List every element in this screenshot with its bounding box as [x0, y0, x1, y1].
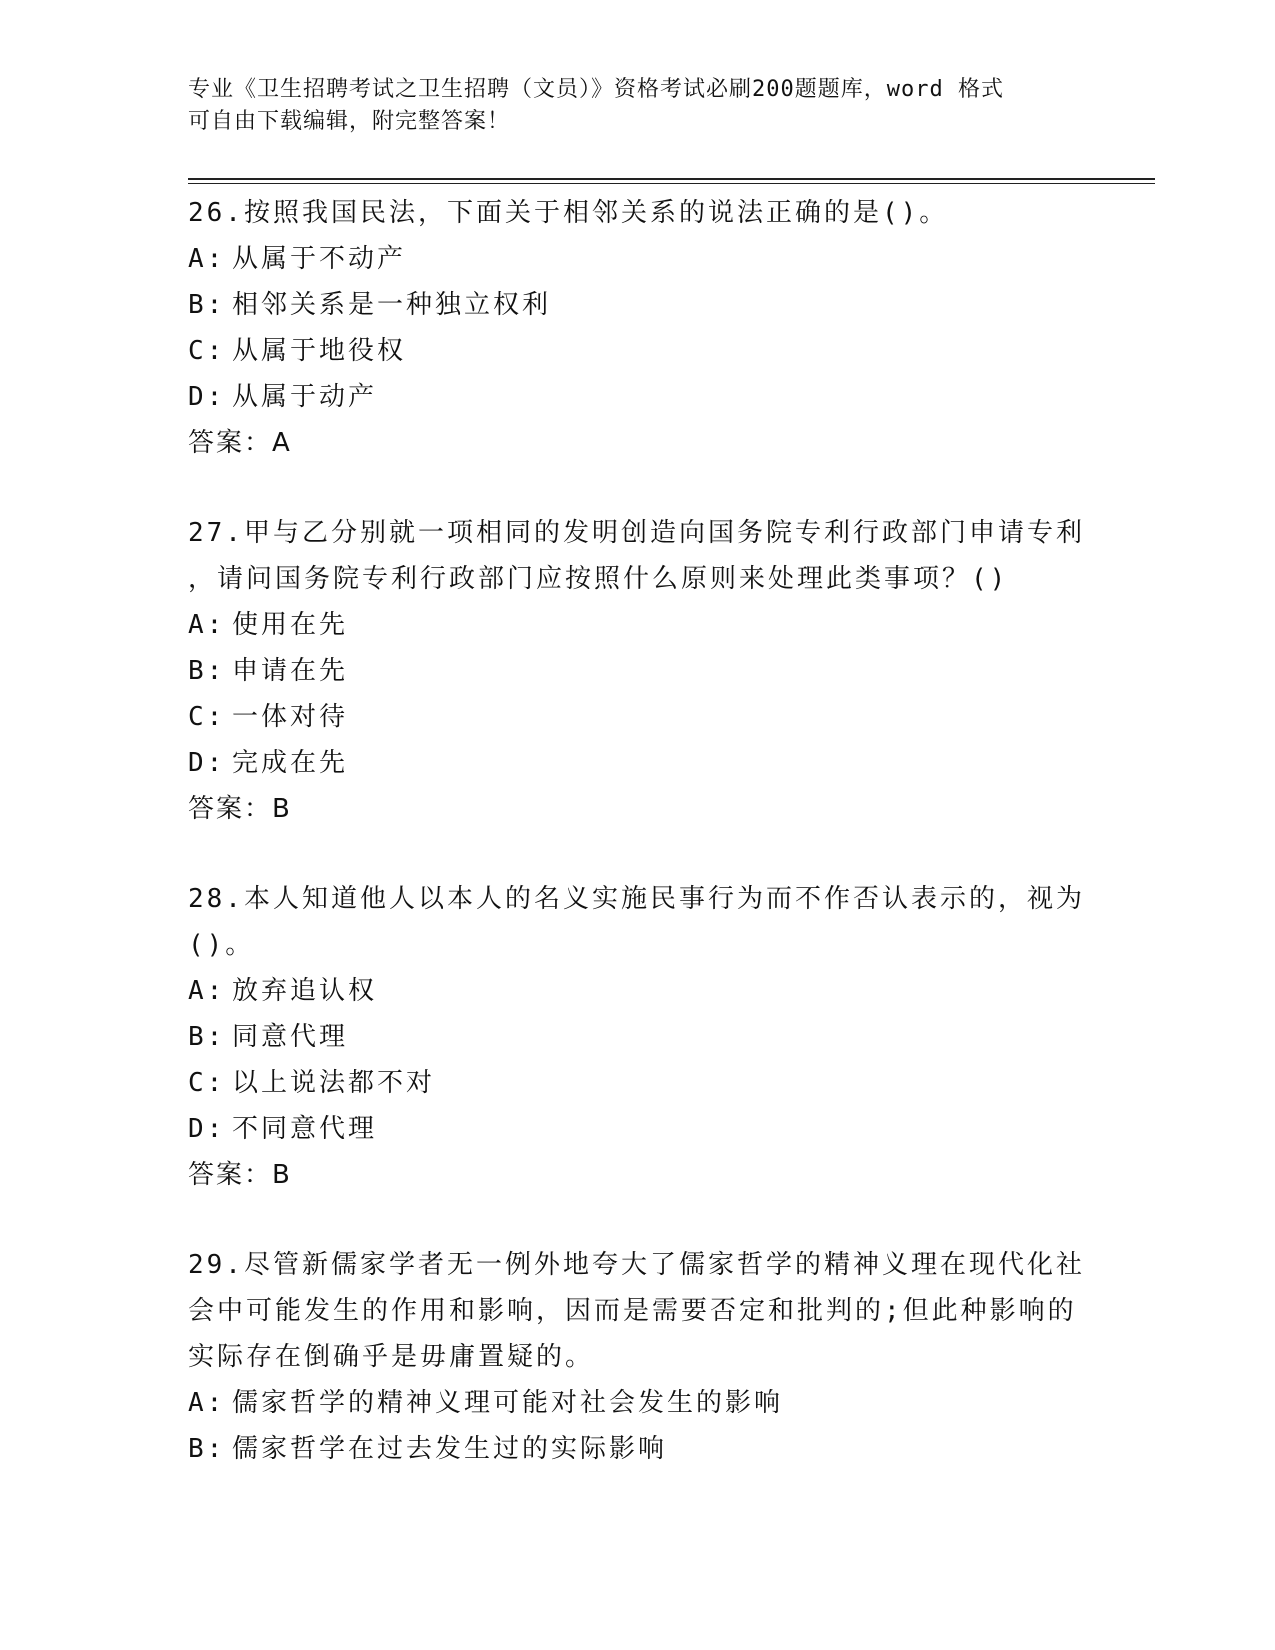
option-letter: A:	[188, 1388, 226, 1418]
question-text-line: 29.尽管新儒家学者无一例外地夸大了儒家哲学的精神义理在现代化社	[188, 1250, 1085, 1280]
answer-line: 答案：B	[188, 794, 292, 824]
question-block	[188, 1242, 1088, 1472]
option-letter: B:	[188, 1022, 226, 1052]
option-row	[188, 1014, 1088, 1060]
option-letter: B:	[188, 656, 226, 686]
option-text: 使用在先	[232, 610, 349, 640]
option-letter: C:	[188, 702, 226, 732]
option-row	[188, 740, 1088, 786]
question-text-line: ()。	[188, 930, 255, 960]
option-text: 从属于不动产	[232, 244, 407, 274]
option-row	[188, 282, 1088, 328]
option-letter: D:	[188, 1114, 226, 1144]
option-row	[188, 1060, 1088, 1106]
option-row	[188, 602, 1088, 648]
option-letter: B:	[188, 290, 226, 320]
option-row	[188, 374, 1088, 420]
option-row	[188, 1426, 1088, 1472]
option-text: 完成在先	[232, 748, 349, 778]
option-text: 放弃追认权	[232, 976, 378, 1006]
option-row	[188, 648, 1088, 694]
option-text: 相邻关系是一种独立权利	[232, 290, 552, 320]
header-line-1: 专业《卫生招聘考试之卫生招聘（文员）》资格考试必刷200题题库，word 格式	[188, 77, 1004, 102]
option-text: 从属于地役权	[232, 336, 407, 366]
question-text-line: 26.按照我国民法，下面关于相邻关系的说法正确的是()。	[188, 198, 949, 228]
option-letter: A:	[188, 976, 226, 1006]
option-letter: A:	[188, 610, 226, 640]
option-text: 同意代理	[232, 1022, 349, 1052]
option-text: 一体对待	[232, 702, 349, 732]
question-text-line: 27.甲与乙分别就一项相同的发明创造向国务院专利行政部门申请专利	[188, 518, 1085, 548]
header-divider-thin	[188, 183, 1155, 184]
question-block	[188, 510, 1088, 832]
question-text-line: 实际存在倒确乎是毋庸置疑的。	[188, 1342, 595, 1372]
option-text: 以上说法都不对	[232, 1068, 436, 1098]
question-text-line: ，请问国务院专利行政部门应按照什么原则来处理此类事项？()	[188, 564, 1009, 594]
document-header	[188, 74, 1068, 138]
option-text: 申请在先	[232, 656, 349, 686]
answer-line: 答案：B	[188, 1160, 292, 1190]
option-letter: A:	[188, 244, 226, 274]
option-row	[188, 694, 1088, 740]
question-block	[188, 190, 1088, 466]
option-letter: D:	[188, 748, 226, 778]
option-row	[188, 236, 1088, 282]
option-letter: C:	[188, 336, 226, 366]
option-row	[188, 328, 1088, 374]
answer-line: 答案：A	[188, 428, 292, 458]
option-row	[188, 1380, 1088, 1426]
option-row	[188, 968, 1088, 1014]
option-text: 从属于动产	[232, 382, 378, 412]
option-letter: C:	[188, 1068, 226, 1098]
option-letter: D:	[188, 382, 226, 412]
question-list	[188, 190, 1088, 1516]
question-text-line: 会中可能发生的作用和影响，因而是需要否定和批判的;但此种影响的	[188, 1296, 1077, 1326]
option-text: 儒家哲学在过去发生过的实际影响	[232, 1434, 668, 1464]
option-text: 儒家哲学的精神义理可能对社会发生的影响	[232, 1388, 784, 1418]
question-block	[188, 876, 1088, 1198]
header-line-2: 可自由下载编辑，附完整答案！	[188, 109, 511, 134]
header-divider-thick	[188, 178, 1155, 180]
option-text: 不同意代理	[232, 1114, 378, 1144]
question-text-line: 28.本人知道他人以本人的名义实施民事行为而不作否认表示的，视为	[188, 884, 1085, 914]
option-letter: B:	[188, 1434, 226, 1464]
option-row	[188, 1106, 1088, 1152]
